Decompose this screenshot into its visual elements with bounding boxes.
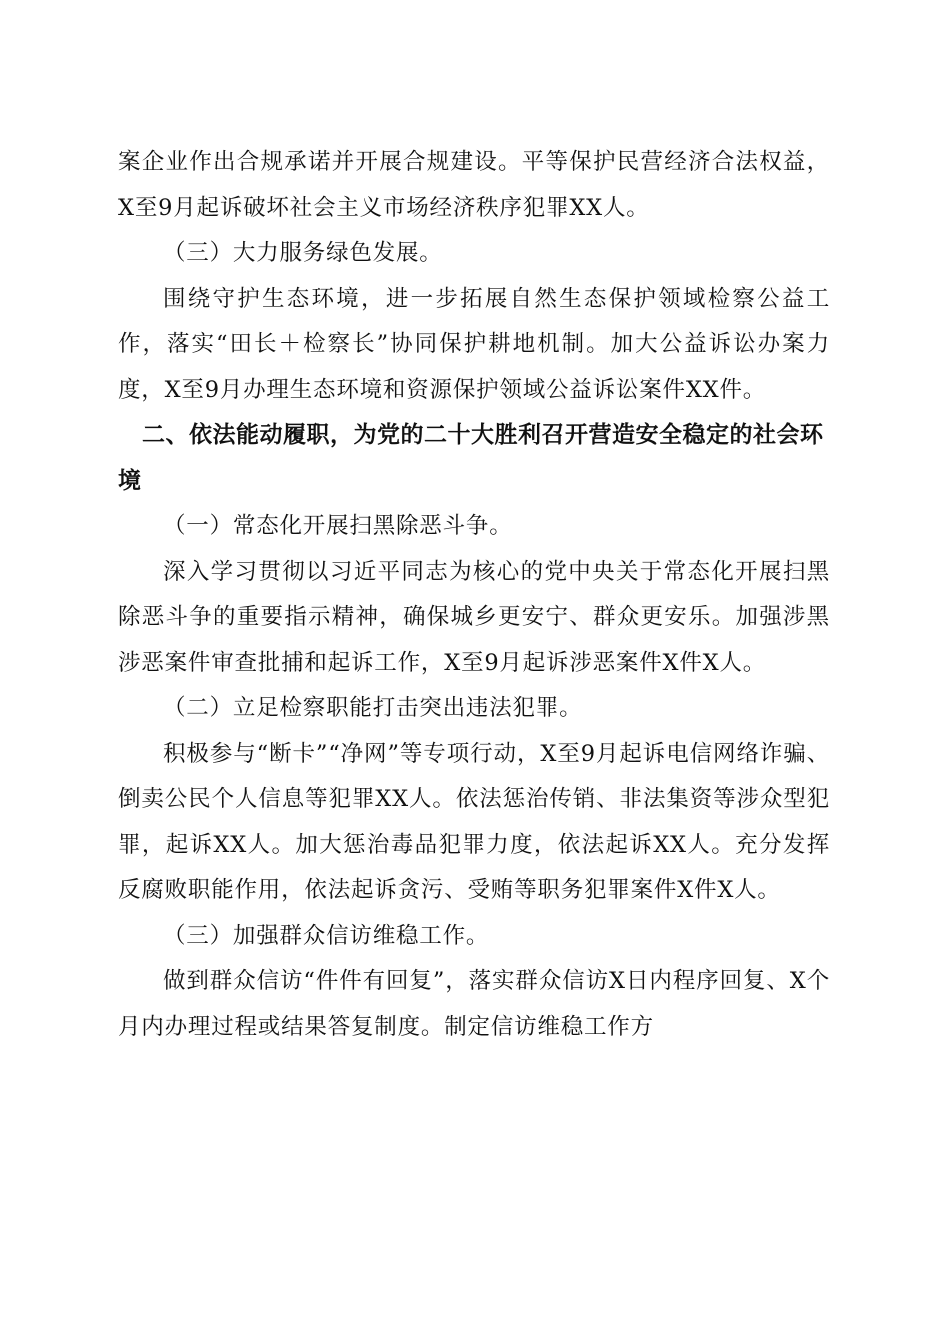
body-paragraph-5: 做到群众信访“件件有回复”，落实群众信访X日内程序回复、X个月内办理过程或结果答复制度。制定信访维稳工作方 bbox=[118, 968, 830, 1040]
body-paragraph-3: 深入学习贯彻以习近平同志为核心的党中央关于常态化开展扫黑除恶斗争的重要指示精神，确保城乡更安宁、群众更安乐。加强涉黑涉恶案件审查批捕和起诉工作，X至9月起诉涉恶案件X件X人。 bbox=[118, 558, 830, 676]
subheading-2-crime-strike: （二）立足检察职能打击突出违法犯罪。 bbox=[163, 695, 583, 721]
section-heading-2: 二、依法能动履职，为党的二十大胜利召开营造安全稳定的社会环境 bbox=[118, 422, 824, 494]
body-paragraph-2: 围绕守护生态环境，进一步拓展自然生态保护领域检察公益工作，落实“田长＋检察长”协同保护耕地机制。加大公益诉讼办案力度，X至9月办理生态环境和资源保护领域公益诉讼案件XX件。 bbox=[118, 285, 830, 403]
body-paragraph-4: 积极参与“断卡”“净网”等专项行动，X至9月起诉电信网络诈骗、倒卖公民个人信息等犯罪XX人。依法惩治传销、非法集资等涉众型犯罪，起诉XX人。加大惩治毒品犯罪力度，依法起诉XX人。充分发挥反腐败职能作用，依法起诉贪污、受贿等职务犯罪案件X件X人。 bbox=[118, 740, 830, 903]
body-paragraph-1: 案企业作出合规承诺并开展合规建设。平等保护民营经济合法权益，X至9月起诉破坏社会主义市场经济秩序犯罪XX人。 bbox=[118, 149, 830, 221]
subheading-3-green-development: （三）大力服务绿色发展。 bbox=[163, 240, 443, 266]
subheading-1-anti-crime: （一）常态化开展扫黑除恶斗争。 bbox=[163, 513, 513, 539]
document-body bbox=[118, 140, 830, 1050]
subheading-3-petition: （三）加强群众信访维稳工作。 bbox=[163, 922, 490, 949]
